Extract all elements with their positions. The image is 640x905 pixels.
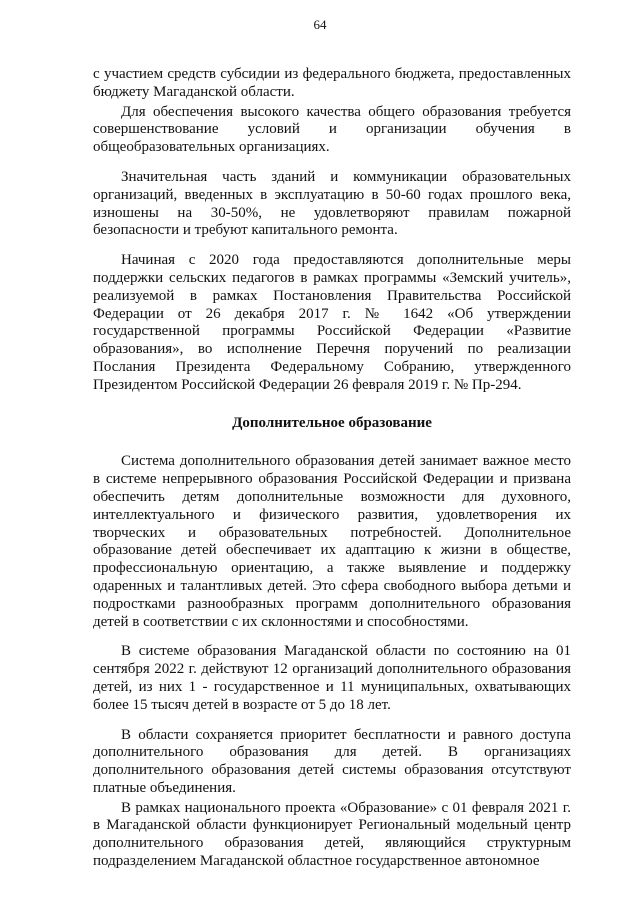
paragraph-zemsky-teacher: Начиная с 2020 года предоставляются дополнительные меры поддержки сельских педагогов в рамках программы «Земский учитель», реализуемой в рамках Постановления Правительства Российской Федерации от 26 декабря 2017 г. № 1642 «Об утверждении государственной программы Российской Федерации «Развитие образования», во исполнение Перечня поручений по реализации Послания Президента Федеральному Собранию, утвержденного Президентом Российской Федерации 26 февраля 2019 г. № Пр-294. (93, 252, 571, 393)
paragraph-building-wear: Значительная часть зданий и коммуникации образовательных организаций, введенных в эксплуатацию в 50-60 годах прошлого века, изношены на 30-50%, не удовлетворяют правилам пожарной безопасности и требуют капитального ремонта. (93, 168, 571, 239)
paragraph-additional-education-system: Система дополнительного образования детей занимает важное место в системе непрерывного образования Российской Федерации и призвана обеспечить детям дополнительные возможности для духовного, интеллектуального и физического развития, удовлетворения их творческих и образовательных потребностей. Дополнительное образование детей обеспечивает их адаптацию к жизни в обществе, профессиональную ориентацию, а также выявление и поддержку одаренных и талантливых детей. Это сфера свободного выбора детьми и подростками разнообразных программ дополнительного образования детей в соответствии с их склонностями и способностями. (93, 453, 571, 630)
section-heading: Дополнительное образование (232, 414, 432, 431)
paragraph-organizations-count: В системе образования Магаданской области по состоянию на 01 сентября 2022 г. действуют 12 организаций дополнительного образования детей, из них 1 - государственное и 11 муниципальных, охватывающих более 15 тысяч детей в возрасте от 5 до 18 лет. (93, 643, 571, 713)
page-number: 64 (313, 17, 327, 32)
paragraph-continuation: с участием средств субсидии из федерального бюджета, предоставленных бюджету Магаданской области. (93, 66, 571, 100)
document-body (93, 66, 571, 871)
paragraph-quality-education: Для обеспечения высокого качества общего образования требуется совершенствование условий и организации обучения в общеобразовательных организациях. (93, 103, 571, 156)
paragraph-regional-center: В рамках национального проекта «Образование» с 01 февраля 2021 г. в Магаданской области функционирует Региональный модельный центр дополнительного образования детей, являющийся структурным подразделением Магаданской областное государственное автономное (93, 799, 571, 870)
paragraph-free-access: В области сохраняется приоритет бесплатности и равного доступа дополнительного образования для детей. В организациях дополнительного образования детей системы образования отсутствуют платные объединения. (93, 726, 571, 796)
